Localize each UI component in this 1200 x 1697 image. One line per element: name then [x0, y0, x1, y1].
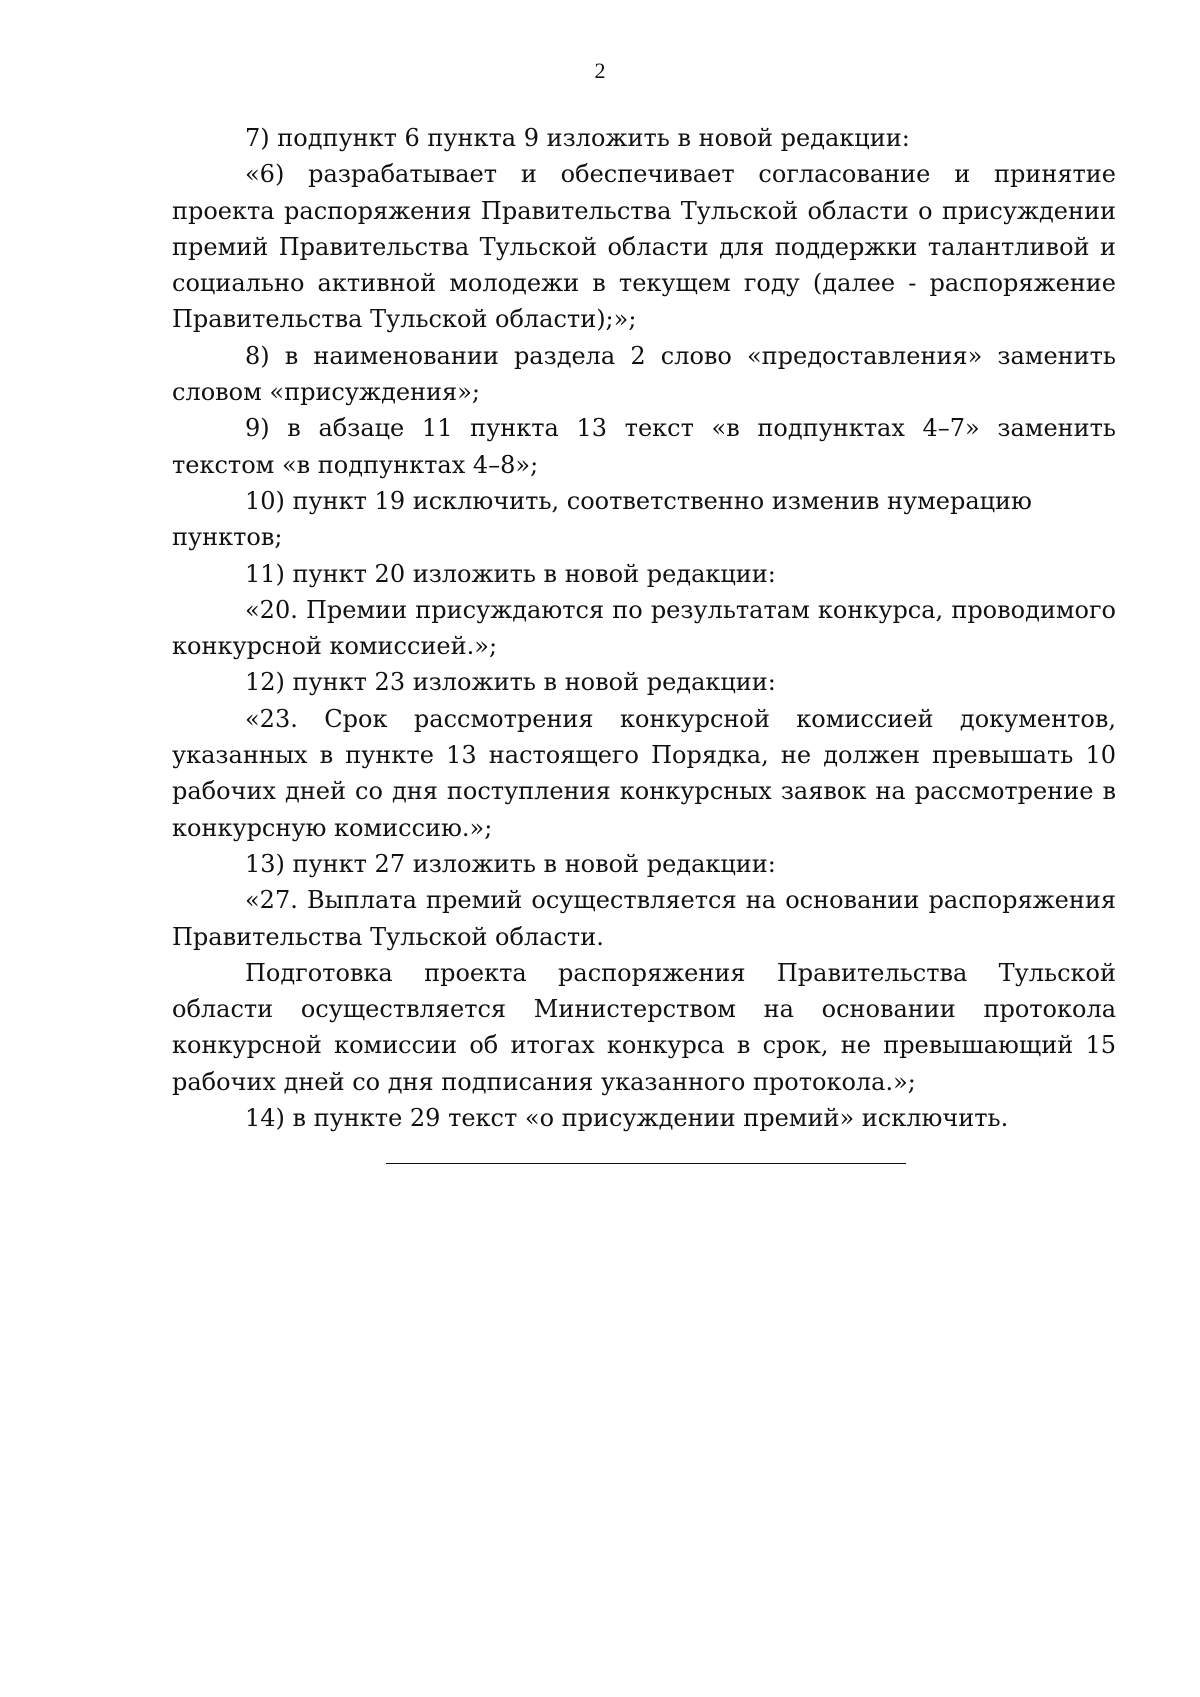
- paragraph-quote-item-6: «6) разрабатывает и обеспечивает согласование и принятие проекта распоряжения Правительства Тульской области о присуждении премий Правительства Тульской области для поддержки талантливой и социально активной молодежи в текущем году (далее - распоряжение Правительства Тульской области);»;: [172, 160, 1116, 334]
- paragraph-preparation: Подготовка проекта распоряжения Правительства Тульской области осуществляется Министерством на основании протокола конкурсной комиссии об итогах конкурса в срок, не превышающий 15 рабочих дней со дня подписания указанного протокола.»;: [172, 958, 1116, 1096]
- end-of-document-rule: [386, 1163, 906, 1164]
- paragraph-quote-item-27: «27. Выплата премий осуществляется на основании распоряжения Правительства Тульской области.: [172, 886, 1116, 951]
- paragraph-quote-item-20: «20. Премии присуждаются по результатам конкурса, проводимого конкурсной комиссией.»;: [172, 595, 1116, 661]
- paragraph-item-7: 7) подпункт 6 пункта 9 изложить в новой редакции:: [245, 124, 910, 152]
- paragraph-item-13: 13) пункт 27 изложить в новой редакции:: [245, 849, 776, 878]
- paragraph-item-10: 10) пункт 19 исключить, соответственно изменив нумерацию пунктов;: [172, 486, 1032, 552]
- paragraph-quote-item-23: «23. Срок рассмотрения конкурсной комиссией документов, указанных в пункте 13 настоящего Порядка, не должен превышать 10 рабочих дней со дня поступления конкурсных заявок на рассмотрение в конкурсную комиссию.»;: [172, 704, 1116, 842]
- paragraph-item-9: 9) в абзаце 11 пункта 13 текст «в подпунктах 4–7» заменить текстом «в подпунктах 4–8»;: [172, 414, 1116, 479]
- paragraph-item-8: 8) в наименовании раздела 2 слово «предоставления» заменить словом «присуждения»;: [172, 341, 1116, 407]
- paragraph-item-14: 14) в пункте 29 текст «о присуждении премий» исключить.: [245, 1104, 1009, 1133]
- paragraph-item-12: 12) пункт 23 изложить в новой редакции:: [245, 668, 776, 697]
- page-number: 2: [594, 58, 606, 83]
- document-body: [172, 120, 1116, 1136]
- paragraph-item-11: 11) пункт 20 изложить в новой редакции:: [245, 559, 776, 588]
